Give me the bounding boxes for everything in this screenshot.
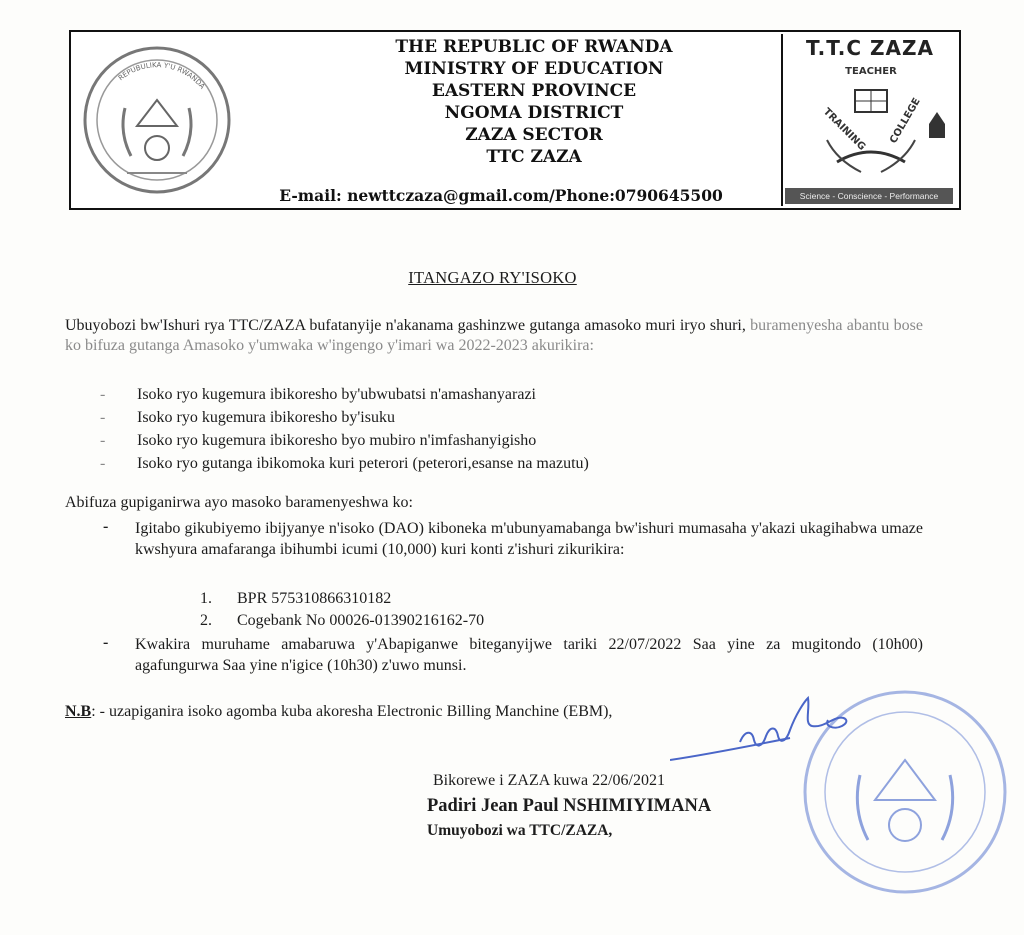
signature-icon bbox=[670, 680, 890, 775]
logo-motto: Science - Conscience - Performance bbox=[785, 188, 953, 204]
condition-dao: Igitabo gikubiyemo ibijyanye n'isoko (DAO) kiboneka m'ubunyamabanga bw'ishuri mumasaha y'akazi ukagihabwa umaze kwshyura amafaranga ibihumbi icumi (10,000) kuri konti z'ishuri zikurikira: bbox=[135, 520, 923, 558]
letterhead-lines bbox=[239, 36, 829, 168]
conditions-intro: Abifuza gupiganirwa ayo masoko baramenyeshwa ko: bbox=[65, 494, 413, 511]
signatory-name: Padiri Jean Paul NSHIMIYIMANA bbox=[427, 796, 712, 816]
intro-part1: Ubuyobozi bw'Ishuri rya TTC/ZAZA bufatanyije n'akanama gashinzwe gutanga amasoko muri iryo shuri, bbox=[65, 317, 746, 334]
logo-emblem-icon bbox=[787, 62, 955, 184]
intro-paragraph bbox=[65, 316, 923, 356]
list-item: - Isoko ryo kugemura ibikoresho by'isuku bbox=[100, 406, 589, 429]
header-line-district: NGOMA DISTRICT bbox=[444, 103, 624, 123]
header-line-school: TTC ZAZA bbox=[486, 147, 582, 167]
tender-list bbox=[100, 383, 589, 475]
note-label: N.B bbox=[65, 703, 92, 720]
account-text: Cogebank No 00026-01390216162-70 bbox=[237, 612, 485, 629]
account-item bbox=[200, 610, 484, 632]
header-line-republic: THE REPUBLIC OF RWANDA bbox=[395, 37, 673, 57]
header-line-province: EASTERN PROVINCE bbox=[431, 81, 637, 101]
account-item bbox=[200, 588, 391, 610]
letterhead bbox=[69, 30, 961, 210]
account-number-label: 1. bbox=[200, 590, 212, 607]
signatory-role: Umuyobozi wa TTC/ZAZA, bbox=[427, 822, 613, 839]
list-bullet: - bbox=[103, 518, 109, 535]
list-item: - Isoko ryo kugemura ibikoresho by'ubwubatsi n'amashanyarazi bbox=[100, 383, 589, 406]
ttc-zaza-logo bbox=[781, 34, 957, 206]
account-text: BPR 575310866310182 bbox=[237, 590, 392, 607]
logo-ring-right: COLLEGE bbox=[888, 96, 923, 146]
note bbox=[65, 703, 612, 721]
condition-opening: Kwakira muruhame amabaruwa y'Abapiganwe biteganyijwe tariki 22/07/2022 Saa yine za mugitondo (10h00) agafungurwa Saa yine n'igice (10h30) z'uwo munsi. bbox=[135, 636, 923, 674]
intro-part2: buramenyesha abantu bose ko bifuza gutanga Amasoko y'umwaka w'ingengo y'imari wa 2022-2023 bbox=[65, 317, 923, 354]
document-title: ITANGAZO RY'ISOKO bbox=[408, 268, 577, 287]
account-number-label: 2. bbox=[200, 612, 212, 629]
header-contact: E-mail: newttczaza@gmail.com/Phone:0790645500 bbox=[279, 186, 723, 205]
rwanda-seal-icon bbox=[77, 38, 237, 203]
logo-ring-left: TRAINING bbox=[820, 106, 868, 153]
list-bullet: - bbox=[103, 634, 109, 651]
intro-part3: akurikira: bbox=[531, 337, 594, 354]
note-text: : - uzapiganira isoko agomba kuba akoresha Electronic Billing Manchine (EBM), bbox=[91, 703, 613, 720]
seal-text: REPUBULIKA Y'U RWANDA bbox=[116, 61, 207, 91]
logo-title: T.T.C ZAZA bbox=[805, 36, 934, 60]
header-line-sector: ZAZA SECTOR bbox=[465, 125, 603, 145]
list-item: - Isoko ryo gutanga ibikomoka kuri peterori (peterori,esanse na mazutu) bbox=[100, 452, 589, 475]
logo-ring-top: TEACHER bbox=[845, 66, 897, 77]
place-date: Bikorewe i ZAZA kuwa 22/06/2021 bbox=[433, 772, 665, 789]
header-line-ministry: MINISTRY OF EDUCATION bbox=[404, 59, 664, 79]
list-item: - Isoko ryo kugemura ibikoresho byo mubiro n'imfashanyigisho bbox=[100, 429, 589, 452]
